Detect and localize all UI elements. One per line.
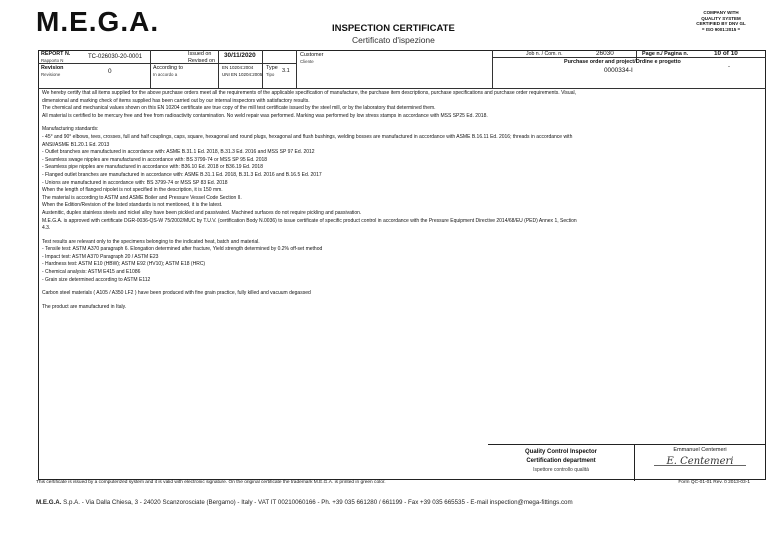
quality-certification-badge	[686, 10, 756, 33]
issued-on-value: 30/11/2020	[224, 52, 256, 59]
tests-line: - Hardness test: ASTM E10 (HBW); ASTM E92 (HV10); ASTM E18 (HRC)	[42, 261, 206, 268]
company-line: QUALITY SYSTEM	[701, 15, 741, 21]
handwritten-signature: E. Centemeri	[666, 456, 734, 467]
type-sublabel: Tipo	[266, 72, 275, 77]
issued-on-label: Issued on	[188, 51, 212, 57]
signature-line	[654, 465, 746, 466]
company-address: S.p.A. - Via Dalla Chiesa, 3 - 24020 Scanzorosciate (Bergamo) - Italy - VAT IT 00210060166 - Ph. +39 035 661280 / 661199 - Fax +39 035 665535 - E-mail inspection@mega-fittings.com	[61, 499, 573, 506]
standards-line: - Outlet branches are manufactured in accordance with: ASME B.31.1 Ed. 2018, B.31.3 Ed. 2016 and MSS SP 97 Ed. 2012	[42, 149, 315, 156]
made-in-italy-note: The product are manufactured in Italy.	[42, 303, 127, 310]
job-number-value: 26030	[596, 50, 614, 57]
intro-line: We hereby certify that all items supplied for the above purchase orders meet all the requirements of the applicable specification of manufacture, the purchase item descriptions, purchase specifications and purchase order requirements. Visual,	[42, 90, 576, 96]
validity-notice: This certificate is issued by a computerized system and it is valid with electronic signature. On the original certificate the trademark M.E.G.A. is printed in green color.	[36, 480, 386, 485]
standards-line: When the length of flanged nipolet is not specified in the description, it is 150 mm.	[42, 187, 223, 194]
company-logo: M.E.G.A.	[36, 6, 160, 37]
standards-line: M.E.G.A. is approved with certificate DGR-0036-QS-W 75/2002/MUC by T.U.V. (certification Body N.0036) to issue certificate of specific product control in accordance with the Pressure Equipment Directive 2014/68/EU (PED) Annex 1, Section	[42, 217, 577, 224]
tests-line: - Chemical analysis: ASTM E415 and E1086	[42, 269, 141, 276]
standards-line: - Seamless swage nipples are manufactured in accordance with: BS 3799-74 or MSS SP 95 Ed. 2018	[42, 156, 268, 163]
page-number-value: 10 of 10	[714, 50, 738, 57]
standards-line: When the Edition/Revision of the listed standards is not mentioned, it is the latest.	[42, 202, 223, 209]
standards-line: - Unions are manufactured in accordance with: BS 3799-74 or MSS SP 83 Ed. 2018	[42, 179, 228, 186]
signature-cell	[634, 445, 766, 481]
inspector-cell	[488, 445, 635, 481]
purchase-order-label: Purchase order and project/Ordine e progetto	[564, 59, 681, 65]
carbon-steel-note: Carbon steel materials ( A105 / A350 LF2 ) have been produced with fine grain practice, fully killed and vacuum degassed	[42, 290, 311, 297]
standards-line: Austenitic, duplex stainless steels and nickel alloy have been pickled and passivated. Machined surfaces do not require pickling and passivation.	[42, 209, 362, 216]
report-number-sublabel: Rapporto N	[41, 58, 64, 63]
revision-label: Revision	[41, 65, 64, 71]
signature-box	[488, 444, 766, 481]
intro-line: dimensional and marking check of items supplied has been carried out by our internal inspectors with satisfactory results.	[42, 97, 310, 104]
tests-line: - Grain size determined according to ASTM E112	[42, 276, 151, 283]
standards-line: - 45° and 90° elbows, tees, crosses, full and half couplings, caps, square, hexagonal and round plugs, hexagonal and flush bushings, welding bosses are manufactured in accordance with ASME B.16.11 Ed. 2016; threads in accordance with	[42, 133, 573, 140]
document-title: INSPECTION CERTIFICATE	[332, 23, 455, 34]
tests-line: - Tensile test: ASTM A370 paragraph 6. Elongation determined after fracture, Yield strength determined by 0.2% off-set method	[42, 246, 323, 253]
standards-line: 4.3.	[42, 225, 51, 232]
inspector-name: Emmanuel Centemeri	[673, 447, 727, 453]
certificate-body	[42, 90, 762, 311]
inspector-title: Quality Control Inspector	[524, 449, 597, 455]
according-to-sublabel: In accordo a	[153, 72, 178, 77]
customer-label: Customer	[300, 52, 324, 58]
type-label: Type	[266, 65, 278, 71]
company-line: CERTIFIED BY DNV GL	[696, 21, 746, 27]
intro-line: The chemical and mechanical values shown on this EN 10204 certificate are true copy of the mill test certificate issued by the steel mill, or by the laboratory that determined them.	[42, 105, 436, 112]
revision-value: 0	[108, 68, 112, 75]
company-line: = ISO 9001:2015 =	[701, 26, 741, 32]
standards-line: - Seamless pipe nipples are manufactured in accordance with: B36.10 Ed. 2018 or B36.19 Ed. 2018	[42, 164, 263, 171]
revised-on-label: Revised on	[188, 58, 215, 64]
company-address-line	[36, 499, 573, 506]
standards-line: - Flanged outlet branches are manufactured in accordance with: ASME B.31.1 Ed. 2018, B.31.3 Ed. 2016 and B.16.5 Ed. 2017	[42, 171, 322, 178]
tests-line: - Impact test: ASTM A370 Paragraph 20 / ASTM E23	[42, 253, 159, 260]
certification-department: Certification department	[526, 458, 596, 464]
report-number-value: TC-026030-20-0001	[88, 54, 143, 60]
department-sublabel: Ispettore controllo qualità	[533, 467, 589, 473]
company-name: M.E.G.A.	[36, 499, 62, 506]
standard-1: EN 10204:2004	[222, 65, 254, 70]
type-value: 3.1	[282, 68, 290, 74]
intro-line: All material is certified to be mercury free and free from radioactivity contamination. No weld repair was performed. Marking was performed by low stress stamps in accordance with MSS SP25 Ed. 2018.	[42, 112, 488, 119]
standards-line: The material is according to ASTM and ASME Boiler and Pressure Vessel Code Section II.	[42, 194, 242, 201]
customer-sublabel: Cliente	[300, 59, 314, 64]
document-subtitle: Certificato d'ispezione	[352, 35, 435, 45]
according-to-label: According to	[153, 65, 183, 71]
job-number-label: Job n. / Com. n.	[526, 51, 563, 57]
tests-line: Test results are relevant only to the specimens belonging to the indicated heat, batch and material.	[42, 238, 260, 245]
standard-2: UNI EN 10204:2005	[222, 72, 263, 77]
report-header-grid	[38, 50, 766, 89]
revision-sublabel: Revisione	[41, 72, 61, 77]
report-number-label: REPORT N.	[41, 51, 71, 57]
purchase-order-dash: -	[728, 64, 730, 70]
company-line: COMPANY WITH	[703, 10, 739, 15]
purchase-order-value: 0000334-I	[604, 67, 633, 74]
standards-line: ANSI/ASME B1.20.1 Ed. 2013	[42, 141, 110, 148]
standards-line: Manufacturing standards:	[42, 126, 99, 133]
page-number-label: Page n./ Pagina n.	[642, 51, 689, 57]
form-number: Form QC-01-01 Rev. 0 2013-03-1	[678, 480, 750, 485]
